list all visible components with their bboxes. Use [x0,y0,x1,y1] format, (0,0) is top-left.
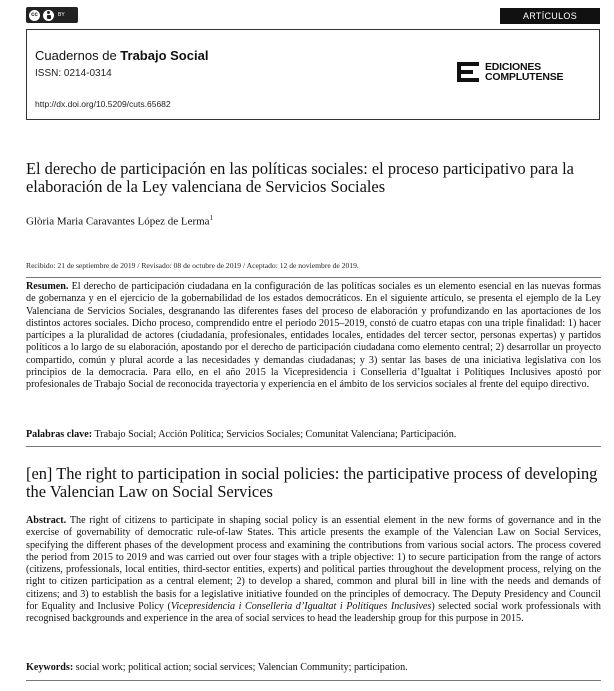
journal-name-bold: Trabajo Social [120,48,209,63]
resumen-text: El derecho de participación ciudadana en la configuración de las políticas sociales es un elemento esencial en las nuevas formas de gobernanza y en el ejercicio de la gobernabilidad de los estados democráticos. En el siguiente artículo, se presenta el ejemplo de la Ley Valenciana de Servicios Sociales, desgranando las diferentes fases del proceso de elaboración y profundizando en las aportaciones de los distintos actores sociales. Dicho proceso, comprendido entre el periodo 2015–2019, constó de cuatro etapas con una triple finalidad: 1) hacer partícipes a la pluralidad de actores (ciudadanía, profesionales, entidades locales, entidades del tercer sector, personas expertas) y partidos políticos a lo largo de su elaboración, apostando por el derecho de participación ciudadana como elemento central; 2) desarrollar un proyecto compartido, común y plural acorde a las necesidades y demandas ciudadanas; y 3) sentar las bases de una iniciativa legislativa con los principios de la democracia. Para ello, en el año 2015 la Vicepresidencia i Conselleria d’Igualtat i Polítiques Inclusives apostó por profesionales de Trabajo Social de reconocida trayectoria y experiencia en el ámbito de los servicios sociales al frente del equipo directivo. [26,281,601,390]
journal-name [35,48,208,63]
publisher-logo [457,62,563,82]
attribution-icon [43,10,54,21]
publisher-name [485,62,563,82]
journal-header [26,29,600,120]
license-badge [26,7,78,23]
abstract-text-2: ) selected social work professionals with recognised backgrounds and experience in the area of social services to head the leadership group for this purpose in 2015. [26,600,601,624]
article-dates: Recibido: 21 de septiembre de 2019 / Revisado: 08 de octubre de 2019 / Aceptado: 12 de noviembre de 2019. [26,261,359,270]
license-by-label: BY [58,12,65,18]
divider-middle [26,446,601,447]
publisher-line-1: EDICIONES [485,61,541,73]
resumen-label: Resumen. [26,281,69,292]
author-name: Glòria Maria Caravantes López de Lerma [26,215,210,228]
journal-issn: ISSN: 0214-0314 [35,68,112,79]
creative-commons-icon: cc [29,10,40,21]
palabras-label: Palabras clave: [26,429,93,440]
doi-link[interactable]: http://dx.doi.org/10.5209/cuts.65682 [35,99,171,109]
abstract-text-1: The right of citizens to participate in shaping social policy is an essential element in the new forms of governance and in the exercise of governability of democratic rule-of-law States. This article presents the example of the Valencian Law on Social Services, specifying the different phases of the development process and examining the contributions from various social actors. The process covered the period from 2015 to 2019 and was carried out over four stages with a triple objective: 1) to secure participation from the range of actors (citizens, professionals, local entities, third-sector entities, experts) and political parties throughout the development process, relying on the right to citizen participation as a central element; 2) to develop a shared, common and plural bill in line with the needs and demands of citizens; and 3) to establish the basis for a legislative initiative founded on the principles of democracy. The Deputy Presidency and Council for Equality and Inclusive Policy ( [26,515,601,612]
abstract-paragraph [26,515,601,625]
article-title-en: [en] The right to participation in social policies: the participative process of developing the Valencian Law on Social Services [26,464,598,501]
keywords [26,662,601,674]
keywords-label: Keywords: [26,662,74,673]
publisher-line-2: COMPLUTENSE [485,71,564,83]
article-title-es: El derecho de participación en las políticas sociales: el proceso participativo para la elaboración de la Ley valenciana de Servicios Sociales [26,159,574,196]
divider-bottom [26,680,601,681]
palabras-clave [26,429,601,441]
publisher-mark-icon [457,62,479,82]
journal-name-plain: Cuadernos de [35,48,121,63]
author-line [26,214,213,228]
resumen-paragraph [26,281,601,391]
keywords-text: social work; political action; social services; Valencian Community; participation. [73,662,408,673]
section-tag: ARTÍCULOS [500,8,600,24]
palabras-text: Trabajo Social; Acción Política; Servicios Sociales; Comunitat Valenciana; Participación. [92,429,457,440]
abstract-italic: Vicepresidencia i Conselleria d’Igualtat i Polítiques Inclusives [170,600,432,612]
author-footnote-marker: 1 [209,214,214,222]
divider-top [26,277,601,278]
abstract-label: Abstract. [26,515,67,526]
